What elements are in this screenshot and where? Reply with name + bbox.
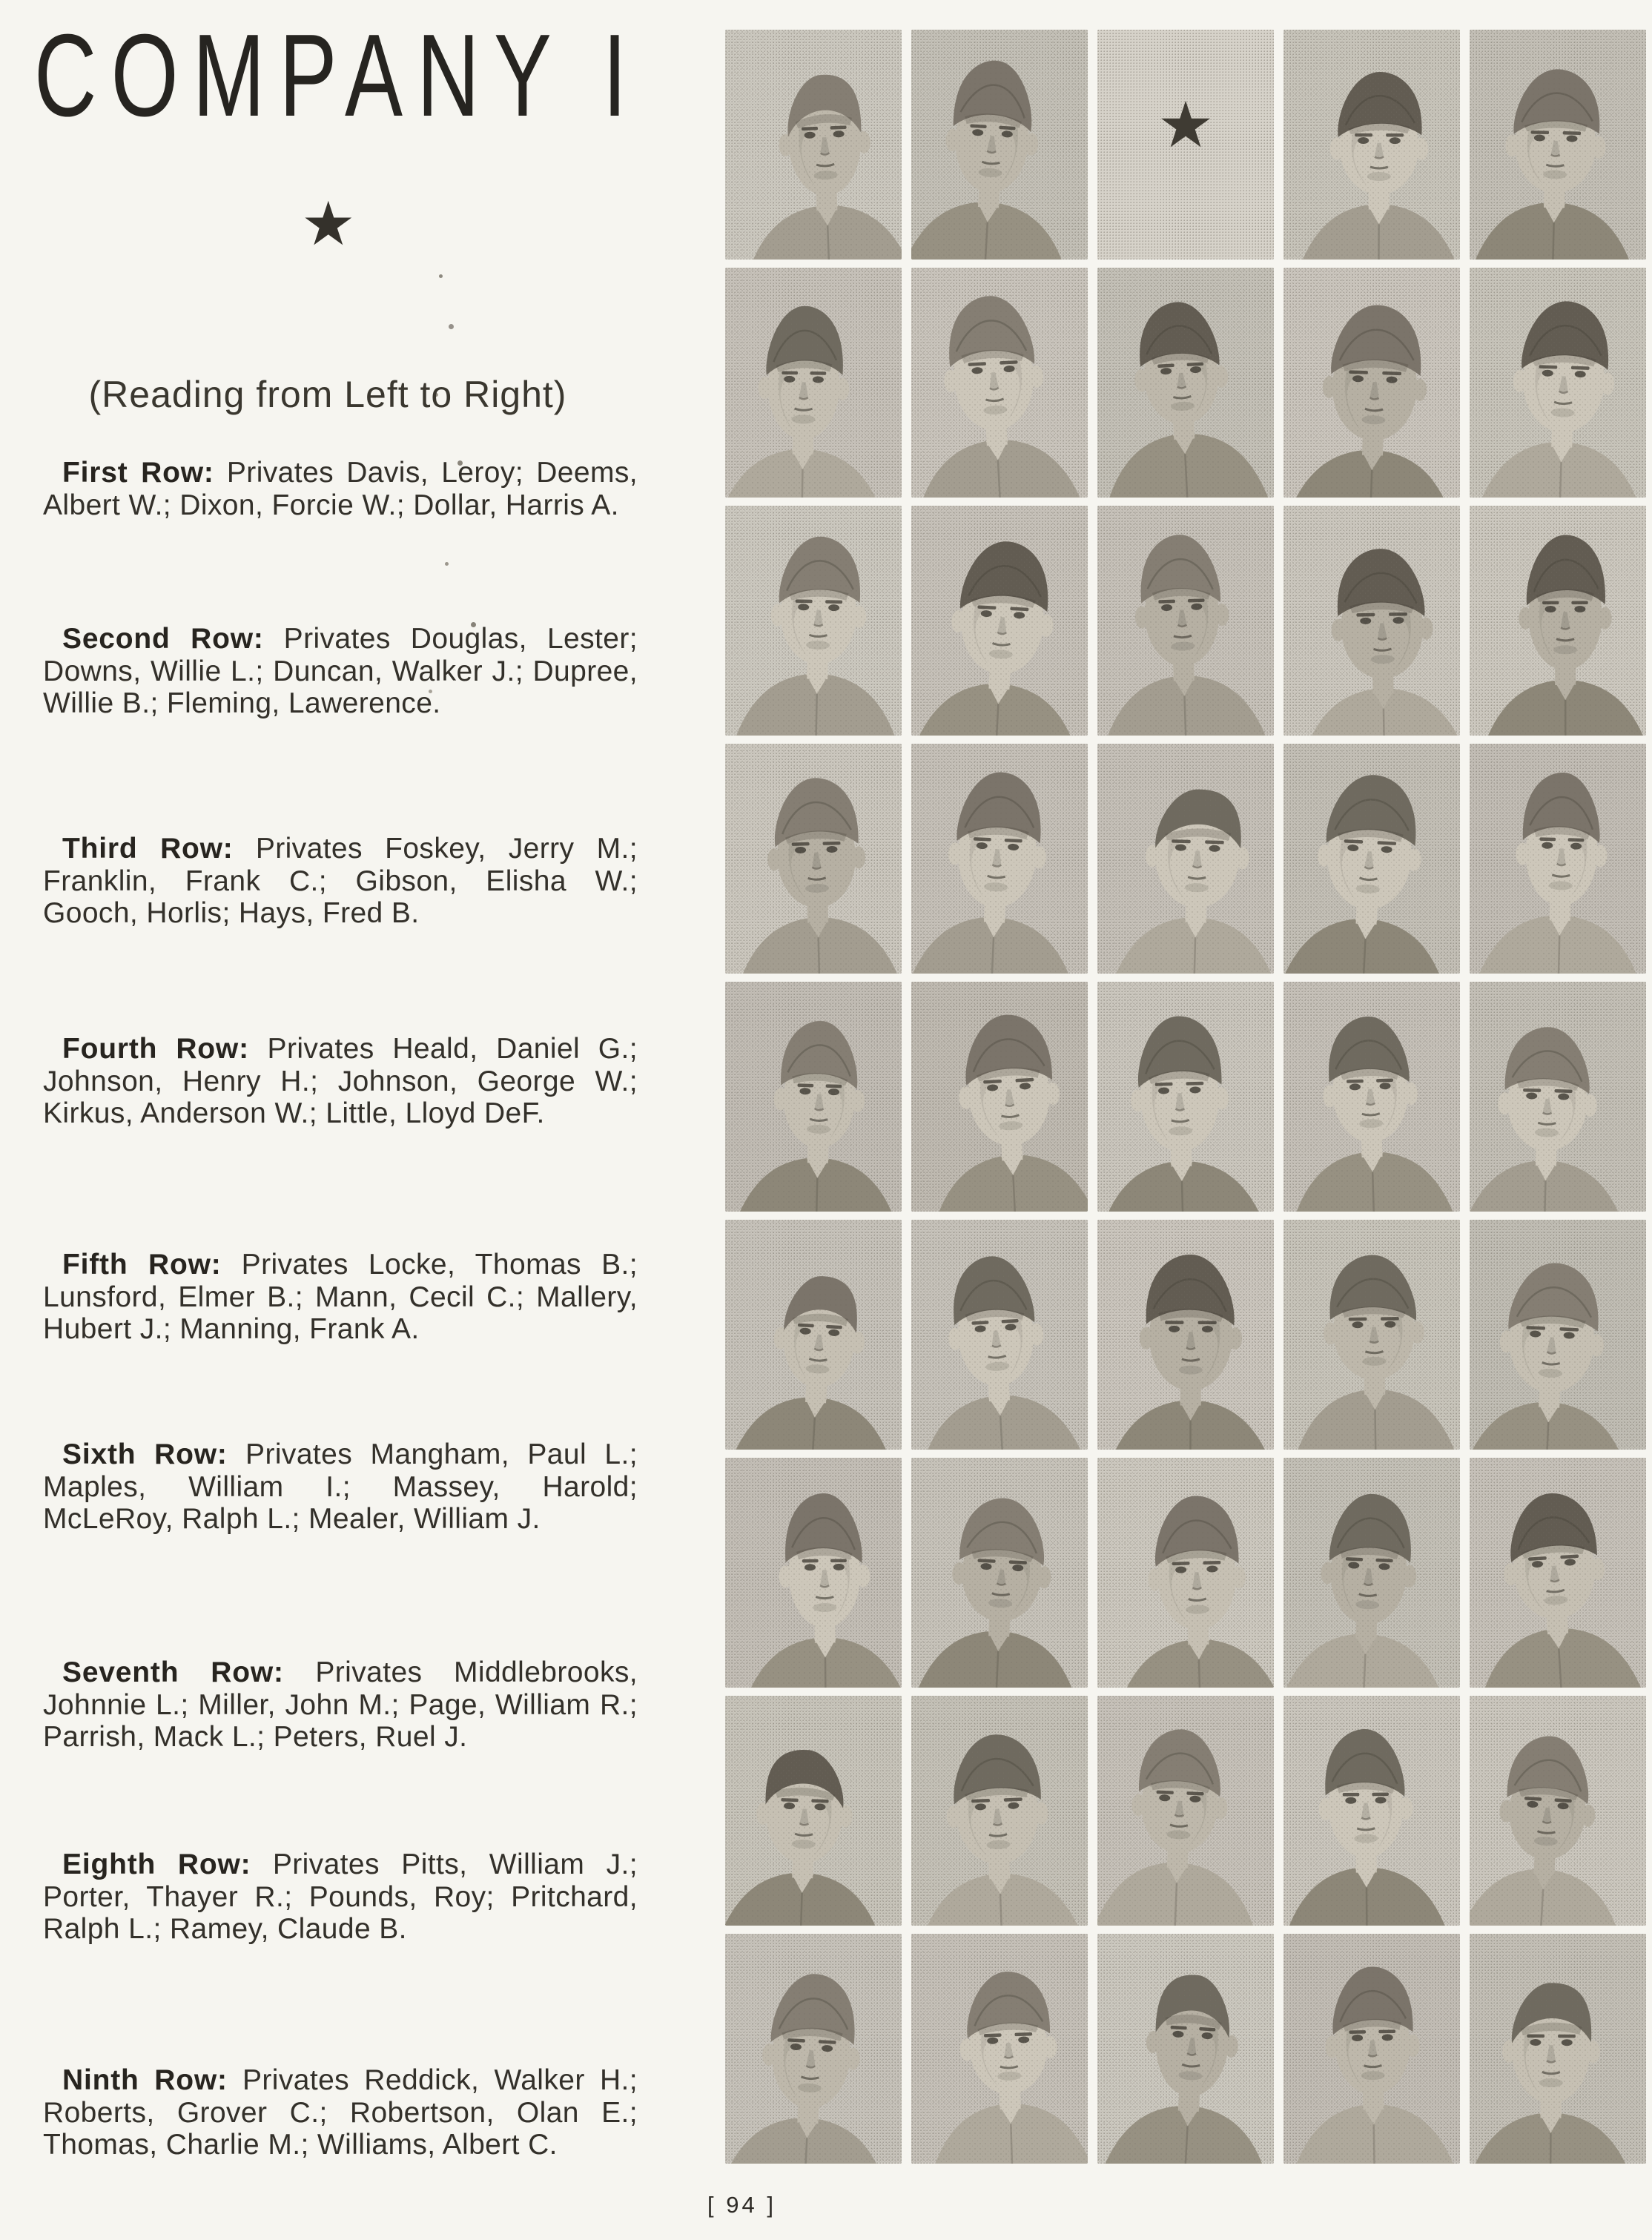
row-label: Ninth Row: [62,2064,228,2096]
row-names: Privates Locke, Thomas B.; Lunsford, Elmer B.; Mann, Cecil C.; Mallery, Hubert J.; Manning, Frank A. [43,1249,638,1345]
portrait-photo [1283,506,1460,736]
row-names: Privates Mangham, Paul L.; Maples, William I.; Massey, Harold; McLeRoy, Ralph L.; Mealer, William J. [43,1438,638,1535]
row-names: Privates Middlebrooks, Johnnie L.; Miller, John M.; Page, William R.; Parrish, Mack L.; Peters, Ruel J. [43,1656,638,1753]
portrait-photo [1470,982,1646,1212]
portrait-photo [1470,1696,1646,1926]
portrait-photo [1097,1934,1274,2164]
portrait-photo [1470,1458,1646,1688]
portrait-photo [1470,1934,1646,2164]
portrait-photo [911,30,1088,260]
portrait-photo [725,982,902,1212]
portrait-photo [1097,506,1274,736]
portrait-photo [1283,1458,1460,1688]
portrait-photo [911,1696,1088,1926]
portrait-photo [725,268,902,498]
row-label: Fourth Row: [62,1033,249,1065]
row-label: Fifth Row: [62,1249,222,1281]
portrait-photo [911,506,1088,736]
row-label: Eighth Row: [62,1849,251,1880]
portrait-photo [725,1220,902,1450]
portrait-photo [1097,744,1274,974]
portrait-photo [1470,30,1646,260]
roster-entry [43,623,638,720]
row-names: Privates Pitts, William J.; Porter, Thayer R.; Pounds, Roy; Pritchard, Ralph L.; Ramey, Claude B. [43,1849,638,1945]
portrait-photo [725,1696,902,1926]
portrait-photo [1283,1220,1460,1450]
row-label: First Row: [62,457,214,489]
row-label: Seventh Row: [62,1656,284,1688]
portrait-photo [725,744,902,974]
row-label: Third Row: [62,833,234,865]
portrait-photo [1470,506,1646,736]
star-placeholder-cell [1097,30,1274,260]
portrait-photo [1470,268,1646,498]
portrait-photo [911,1220,1088,1450]
portrait-photo [1283,744,1460,974]
portrait-photo [725,30,902,260]
page-number: [ 94 ] [707,2192,776,2218]
row-names: Privates Heald, Daniel G.; Johnson, Henry H.; Johnson, George W.; Kirkus, Anderson W.; Little, Lloyd DeF. [43,1033,638,1129]
portrait-photo [1097,982,1274,1212]
title-star-icon: ★ [301,191,356,258]
reading-note: (Reading from Left to Right) [88,374,567,415]
portrait-photo [911,744,1088,974]
row-names: Privates Douglas, Lester; Downs, Willie L.; Duncan, Walker J.; Dupree, Willie B.; Fleming, Lawerence. [43,623,638,719]
roster-entry [43,1438,638,1536]
portrait-photo [1283,1934,1460,2164]
portrait-photo [1470,1220,1646,1450]
portrait-photo [911,268,1088,498]
roster-entry [43,1849,638,1946]
portrait-photo [1097,268,1274,498]
roster-entry [43,1249,638,1346]
portrait-photo [725,1458,902,1688]
portrait-photo [725,506,902,736]
portrait-photo [1470,744,1646,974]
portrait-photo [1097,1458,1274,1688]
portrait-photo [1283,268,1460,498]
row-label: Second Row: [62,623,264,655]
row-names: Privates Reddick, Walker H.; Roberts, Grover C.; Robertson, Olan E.; Thomas, Charlie M.; Williams, Albert C. [43,2064,638,2161]
portrait-photo [1283,982,1460,1212]
roster-entry [43,1656,638,1754]
roster-entry [43,833,638,930]
portrait-photo [911,982,1088,1212]
roster-entry [43,457,638,521]
photo-grid [725,30,1646,2164]
row-names: Privates Davis, Leroy; Deems, Albert W.; Dixon, Forcie W.; Dollar, Harris A. [43,457,638,521]
star-icon: ★ [1157,90,1215,161]
portrait-photo [911,1458,1088,1688]
roster-entry [43,1033,638,1130]
scan-speckles [439,274,443,278]
portrait-photo [1097,1696,1274,1926]
portrait-photo [911,1934,1088,2164]
roster-entry [43,2064,638,2161]
portrait-photo [1097,1220,1274,1450]
portrait-photo [725,1934,902,2164]
row-names: Privates Foskey, Jerry M.; Franklin, Frank C.; Gibson, Elisha W.; Gooch, Horlis; Hays, Fred B. [43,833,638,929]
portrait-photo [1283,30,1460,260]
portrait-photo [1283,1696,1460,1926]
page-title: COMPANY I [34,10,641,141]
row-label: Sixth Row: [62,1438,228,1470]
